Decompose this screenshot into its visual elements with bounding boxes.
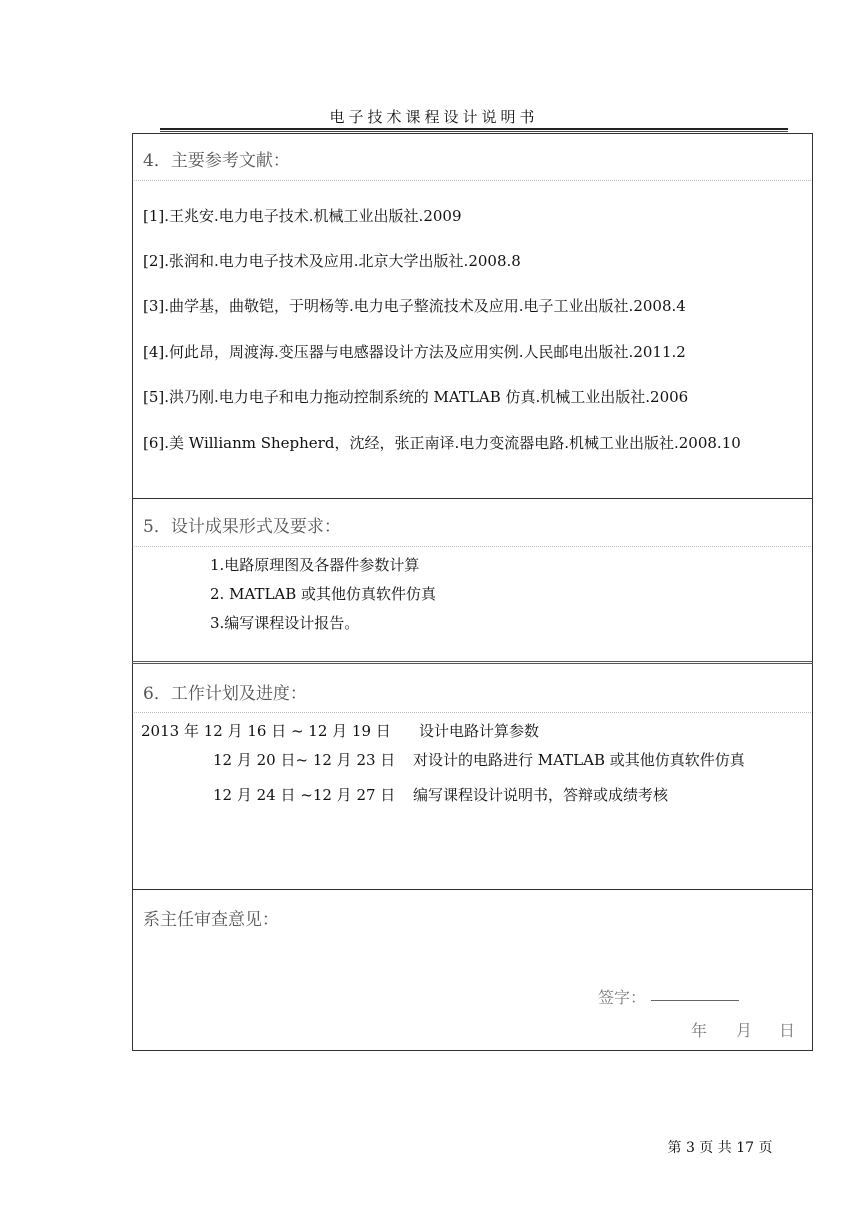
signature-line[interactable] — [651, 1000, 739, 1001]
section-divider — [132, 889, 813, 890]
schedule-task: 设计电路计算参数 — [419, 722, 540, 740]
review-heading: 系主任审查意见： — [143, 910, 279, 930]
references-heading: 4．主要参考文献： — [143, 151, 290, 171]
reference-item: [6].美 Willianm Shepherd，沈经，张正南译.电力变流器电路.机械工业出版社.2008.10 — [143, 434, 741, 452]
header-rule-thin — [160, 131, 788, 132]
date-month-label: 月 — [736, 1021, 753, 1040]
reference-item: [2].张润和.电力电子技术及应用.北京大学出版社.2008.8 — [143, 252, 521, 270]
document-title: 电子技术课程设计说明书 — [329, 108, 539, 126]
deliverables-heading: 5．设计成果形式及要求： — [143, 517, 341, 537]
deliverable-item: 3.编写课程设计报告。 — [210, 614, 360, 632]
reference-item: [3].曲学基，曲敬铠，于明杨等.电力电子整流技术及应用.电子工业出版社.2008.4 — [143, 297, 686, 315]
page-number: 第 3 页 共 17 页 — [667, 1140, 773, 1156]
schedule-date: 12 月 24 日 ~12 月 27 日 — [213, 786, 396, 804]
schedule-date: 2013 年 12 月 16 日 ~ 12 月 19 日 — [141, 722, 391, 740]
schedule-task: 对设计的电路进行 MATLAB 或其他仿真软件仿真 — [413, 751, 745, 769]
schedule-heading: 6．工作计划及进度： — [143, 684, 307, 704]
section-divider — [132, 661, 813, 664]
deliverable-item: 1.电路原理图及各器件参数计算 — [210, 556, 420, 574]
date-year-label: 年 — [691, 1021, 708, 1040]
signature-label: 签字： — [598, 988, 647, 1007]
dotted-divider — [134, 180, 811, 181]
schedule-date: 12 月 20 日~ 12 月 23 日 — [213, 751, 396, 769]
section-divider — [132, 498, 813, 499]
reference-item: [5].洪乃刚.电力电子和电力拖动控制系统的 MATLAB 仿真.机械工业出版社.2006 — [143, 388, 689, 406]
date-day-label: 日 — [779, 1021, 796, 1040]
deliverable-item: 2. MATLAB 或其他仿真软件仿真 — [210, 585, 437, 603]
dotted-divider — [134, 546, 811, 547]
reference-item: [1].王兆安.电力电子技术.机械工业出版社.2009 — [143, 207, 462, 225]
dotted-divider — [134, 712, 811, 713]
header-rule — [160, 128, 788, 130]
reference-item: [4].何此昂，周渡海.变压器与电感器设计方法及应用实例.人民邮电出版社.2011.2 — [143, 343, 686, 361]
schedule-task: 编写课程设计说明书，答辩或成绩考核 — [413, 786, 669, 804]
